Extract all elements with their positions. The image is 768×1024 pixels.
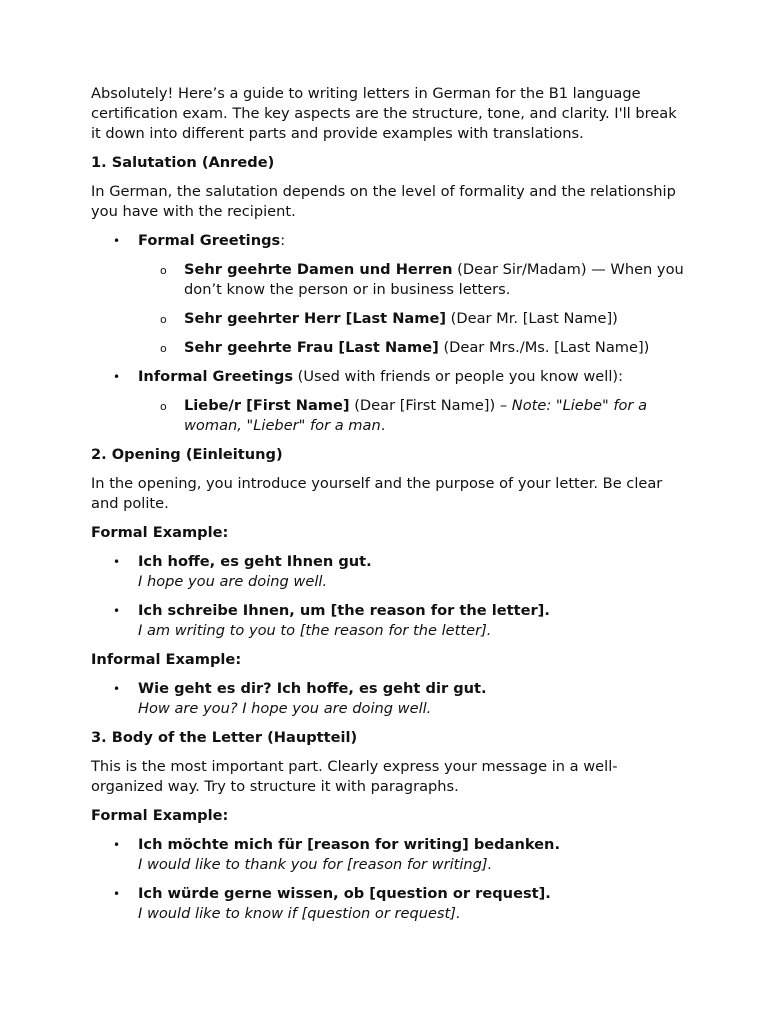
bullet-marker: •	[113, 555, 121, 569]
german-phrase: Ich möchte mich für [reason for writing] bedanken.	[138, 836, 560, 853]
list-item	[138, 338, 688, 358]
list-item	[91, 679, 688, 719]
english-translation: (Dear [First Name]) –	[349, 397, 512, 414]
formal-example-label: Formal Example:	[91, 524, 229, 541]
english-translation: I am writing to you to [the reason for the letter].	[138, 622, 492, 639]
german-phrase: Sehr geehrter Herr [Last Name]	[184, 310, 447, 327]
german-phrase: Liebe/r [First Name]	[184, 397, 350, 414]
list-item	[138, 309, 688, 329]
gender-note-end: .	[380, 417, 386, 434]
intro-paragraph: Absolutely! Here’s a guide to writing letters in German for the B1 language certification exam. The key aspects are the structure, tone, and clarity. I'll break it down into different parts and provide examples with translations.	[91, 85, 677, 142]
german-phrase: Ich schreibe Ihnen, um [the reason for the letter].	[138, 602, 550, 619]
body-description: This is the most important part. Clearly express your message in a well-organized way. Try to structure it with paragraphs.	[91, 758, 618, 795]
formal-example-label: Formal Example:	[91, 807, 229, 824]
german-phrase: Sehr geehrte Damen und Herren	[184, 261, 453, 278]
salutation-list	[91, 231, 688, 436]
list-item	[91, 552, 688, 592]
gender-note-word: Liebe	[562, 397, 603, 414]
body-formal-list	[91, 835, 688, 924]
gender-note: Note: "	[511, 397, 563, 414]
english-translation: I hope you are doing well.	[138, 573, 328, 590]
german-phrase: Sehr geehrte Frau [Last Name]	[184, 339, 439, 356]
bullet-marker: •	[113, 838, 121, 852]
sub-bullet-marker: o	[160, 313, 167, 326]
informal-greetings-label: Informal Greetings	[138, 368, 294, 385]
formal-greetings-suffix: :	[280, 232, 286, 249]
english-translation: How are you? I hope you are doing well.	[138, 700, 432, 717]
english-translation: (Dear Mrs./Ms. [Last Name])	[438, 339, 650, 356]
formal-greetings-sublist	[138, 260, 688, 358]
list-item	[138, 396, 688, 436]
german-phrase: Wie geht es dir? Ich hoffe, es geht dir gut.	[138, 680, 487, 697]
sub-bullet-marker: o	[160, 400, 167, 413]
section-heading-opening: 2. Opening (Einleitung)	[91, 446, 283, 463]
bullet-marker: •	[113, 887, 121, 901]
english-translation: I would like to know if [question or request].	[138, 905, 461, 922]
bullet-marker: •	[113, 604, 121, 618]
opening-formal-list	[91, 552, 688, 641]
formal-greetings-label: Formal Greetings	[138, 232, 281, 249]
bullet-marker: •	[113, 682, 121, 696]
opening-informal-list	[91, 679, 688, 719]
section-heading-salutation: 1. Salutation (Anrede)	[91, 154, 275, 171]
sub-bullet-marker: o	[160, 342, 167, 355]
informal-example-label: Informal Example:	[91, 651, 242, 668]
opening-description: In the opening, you introduce yourself and the purpose of your letter. Be clear and polite.	[91, 475, 663, 512]
list-item-formal-greetings	[91, 231, 688, 358]
informal-greetings-sublist	[138, 396, 688, 436]
bullet-marker: •	[113, 234, 121, 248]
german-phrase: Ich hoffe, es geht Ihnen gut.	[138, 553, 372, 570]
list-item	[91, 884, 688, 924]
list-item	[91, 601, 688, 641]
german-phrase: Ich würde gerne wissen, ob [question or request].	[138, 885, 551, 902]
bullet-marker: •	[113, 370, 121, 384]
section-heading-body: 3. Body of the Letter (Hauptteil)	[91, 729, 358, 746]
gender-note-rest: " for a woman, "Lieber" for a man	[184, 397, 648, 434]
informal-greetings-suffix: (Used with friends or people you know well):	[293, 368, 624, 385]
sub-bullet-marker: o	[160, 264, 167, 277]
english-translation: (Dear Sir/Madam) — When you don’t know the person or in business letters.	[184, 261, 684, 298]
salutation-description: In German, the salutation depends on the level of formality and the relationship you have with the recipient.	[91, 183, 676, 220]
english-translation: I would like to thank you for [reason for writing].	[138, 856, 493, 873]
list-item	[138, 260, 688, 300]
list-item-informal-greetings	[91, 367, 688, 436]
list-item	[91, 835, 688, 875]
english-translation: (Dear Mr. [Last Name])	[446, 310, 618, 327]
